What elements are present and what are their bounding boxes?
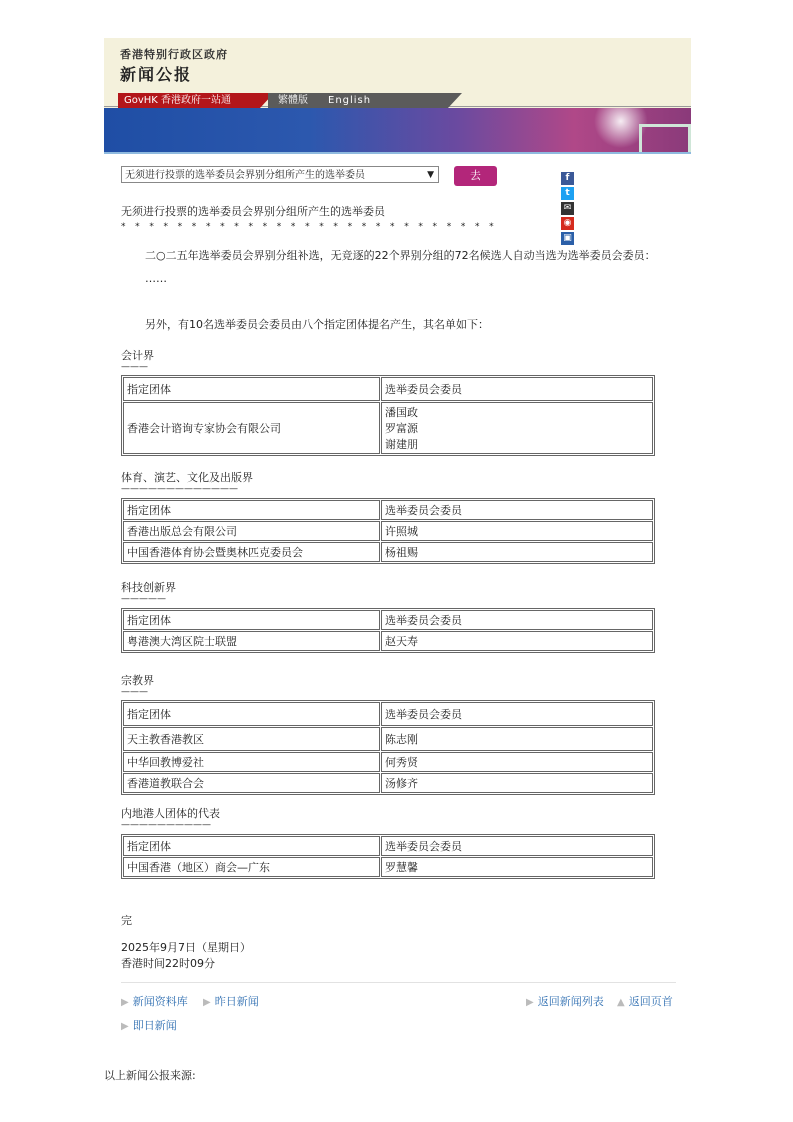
member-name: 谢建朋 <box>385 438 418 451</box>
article-select[interactable] <box>121 166 439 183</box>
designated-body: 中国香港体育协会暨奥林匹克委员会 <box>123 542 380 562</box>
arrow-right-icon: ▶ <box>121 997 129 1008</box>
table-row <box>123 521 653 541</box>
table-header-row <box>123 500 653 520</box>
member-name: 许照城 <box>381 521 653 541</box>
arrow-right-icon: ▶ <box>203 997 211 1008</box>
chevron-down-icon: ▼ <box>427 170 434 180</box>
section-underline: ————————————— <box>121 484 238 494</box>
table-mainland <box>121 834 655 879</box>
col-header-body: 指定团体 <box>123 500 380 520</box>
table-row <box>123 631 653 651</box>
col-header-member: 选举委员会委员 <box>381 836 653 856</box>
designated-body: 粤港澳大湾区院士联盟 <box>123 631 380 651</box>
release-date: 2025年9月7日（星期日） <box>121 941 251 954</box>
designated-body: 香港会计谘询专家协会有限公司 <box>123 402 380 454</box>
member-name: 罗慧馨 <box>381 857 653 877</box>
col-header-member: 选举委员会委员 <box>381 377 653 401</box>
banner-underline <box>104 152 691 154</box>
designated-body: 中华回教博爱社 <box>123 752 380 772</box>
section-title: 体育、演艺、文化及出版界 <box>121 471 253 484</box>
designated-body: 香港出版总会有限公司 <box>123 521 380 541</box>
designated-body: 中国香港（地区）商会—广东 <box>123 857 380 877</box>
table-row <box>123 402 653 454</box>
member-name: 杨祖赐 <box>381 542 653 562</box>
section-title: 宗教界 <box>121 674 154 687</box>
col-header-body: 指定团体 <box>123 377 380 401</box>
news-archive-link[interactable] <box>121 993 188 1009</box>
back-to-list-link[interactable] <box>526 993 604 1009</box>
traditional-chinese-link[interactable]: 繁體版 <box>278 95 308 106</box>
today-news-label[interactable]: 即日新闻 <box>132 1019 177 1032</box>
section-title: 会计界 <box>121 349 154 362</box>
member-name: 赵天寿 <box>381 631 653 651</box>
col-header-body: 指定团体 <box>123 610 380 630</box>
col-header-body: 指定团体 <box>123 836 380 856</box>
table-header-row <box>123 610 653 630</box>
designated-body: 天主教香港教区 <box>123 727 380 751</box>
section-underline: ——— <box>121 362 148 372</box>
facebook-icon[interactable]: f <box>561 172 574 185</box>
table-header-row <box>123 377 653 401</box>
member-name: 汤修齐 <box>381 773 653 793</box>
news-archive-label[interactable]: 新闻资料库 <box>132 995 188 1008</box>
designated-body: 香港道教联合会 <box>123 773 380 793</box>
table-row <box>123 857 653 877</box>
table-row <box>123 542 653 562</box>
ellipsis: …… <box>145 272 167 285</box>
table-row <box>123 752 653 772</box>
table-row <box>123 773 653 793</box>
section-underline: ————— <box>121 594 166 604</box>
arrow-up-icon: ▲ <box>617 997 625 1008</box>
site-header <box>104 38 691 154</box>
end-marker: 完 <box>121 914 132 927</box>
col-header-member: 选举委员会委员 <box>381 500 653 520</box>
col-header-member: 选举委员会委员 <box>381 610 653 630</box>
table-header-row <box>123 702 653 726</box>
article-headline: 无须进行投票的选举委员会界别分组所产生的选举委员 <box>121 205 385 218</box>
member-cell <box>381 402 653 454</box>
twitter-icon[interactable]: t <box>561 187 574 200</box>
table-innovation <box>121 608 655 653</box>
member-name: 何秀贤 <box>381 752 653 772</box>
table-religious <box>121 700 655 795</box>
english-link[interactable]: English <box>328 95 372 106</box>
back-to-list-label[interactable]: 返回新闻列表 <box>537 995 604 1008</box>
release-time: 香港时间22时09分 <box>121 957 215 970</box>
email-icon[interactable]: ✉ <box>561 202 574 215</box>
section-underline: —————————— <box>121 820 211 830</box>
member-name: 罗富源 <box>385 422 418 435</box>
col-header-body: 指定团体 <box>123 702 380 726</box>
table-header-row <box>123 836 653 856</box>
back-to-top-link[interactable] <box>617 993 673 1009</box>
section-title: 科技创新界 <box>121 581 176 594</box>
yesterday-news-link[interactable] <box>203 993 259 1009</box>
table-accounting <box>121 375 655 456</box>
language-bar <box>268 93 448 108</box>
site-title: 新闻公报 <box>120 65 193 84</box>
paragraph-2: 另外，有10名选举委员会委员由八个指定团体提名产生，其名单如下： <box>145 318 489 331</box>
footer-divider <box>121 982 676 983</box>
government-name: 香港特别行政区政府 <box>120 48 228 61</box>
source-note: 以上新闻公报来源: <box>104 1069 196 1082</box>
member-name: 潘国政 <box>385 406 418 419</box>
today-news-link[interactable] <box>121 1017 177 1033</box>
paragraph-1: 二○二五年选举委员会界别分组补选，无竞逐的22个界别分组的72名候选人自动当选为选举委员会委员： <box>145 249 656 262</box>
banner-frame <box>639 124 691 154</box>
back-to-top-label[interactable]: 返回页首 <box>628 995 673 1008</box>
col-header-member: 选举委员会委员 <box>381 702 653 726</box>
headline-separator: * * * * * * * * * * * * * * * * * * * * * * * * * * * <box>121 222 498 232</box>
print-icon[interactable]: ▣ <box>561 232 574 245</box>
article-body <box>121 203 661 232</box>
section-title: 内地港人团体的代表 <box>121 807 220 820</box>
table-row <box>123 727 653 751</box>
table-sports <box>121 498 655 564</box>
arrow-right-icon: ▶ <box>526 997 534 1008</box>
member-name: 陈志刚 <box>381 727 653 751</box>
arrow-right-icon: ▶ <box>121 1021 129 1032</box>
yesterday-news-label[interactable]: 昨日新闻 <box>214 995 259 1008</box>
article-select-value: 无须进行投票的选举委员会界别分组所产生的选举委员 <box>125 170 365 181</box>
weibo-icon[interactable]: ◉ <box>561 217 574 230</box>
section-underline: ——— <box>121 687 148 697</box>
go-button[interactable]: 去 <box>454 166 497 186</box>
govhk-link[interactable]: GovHK 香港政府一站通 <box>118 93 260 108</box>
